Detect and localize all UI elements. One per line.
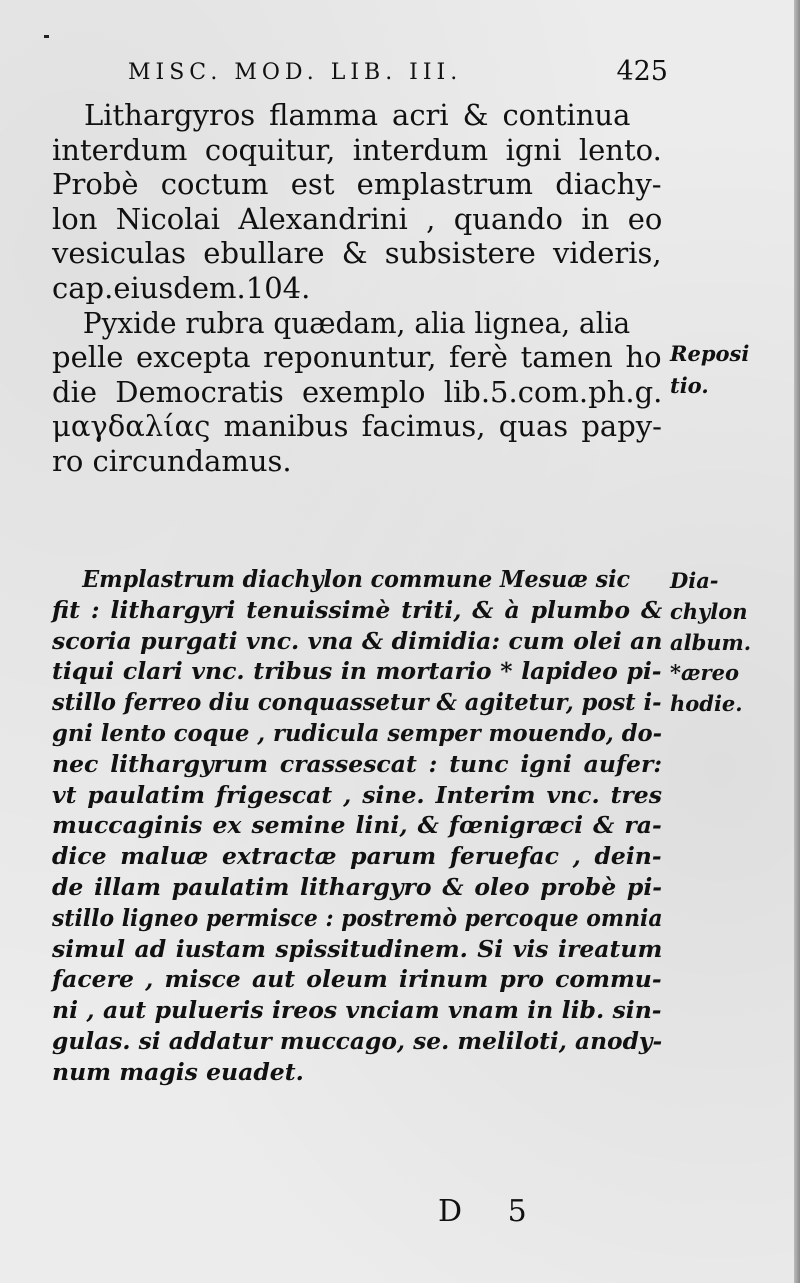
- text-line: tiqui clari vnc. tribus in mortario * lapideo pi-: [52, 657, 662, 686]
- margin-note-line: Reposi: [670, 341, 750, 366]
- page-mark: [44, 35, 49, 38]
- text-line: vesiculas ebullare & subsistere videris,: [52, 236, 662, 271]
- text-line: μαγδαλίας manibus facimus, quas papy-: [52, 409, 662, 444]
- text-line: scoria purgati vnc. vna & dimidia: cum olei an: [52, 626, 663, 655]
- text-line: stillo ferreo diu conquassetur & agitetur, post i-: [52, 688, 662, 717]
- text-line: ro circundamus.: [52, 443, 292, 478]
- text-line: facere , misce aut oleum irinum pro commu-: [52, 965, 662, 994]
- running-head: MISC. MOD. LIB. III.: [128, 60, 463, 85]
- text-line: Pyxide rubra quædam, alia lignea, alia: [82, 305, 631, 340]
- page-number: 425: [616, 56, 668, 87]
- text-line: Lithargyros flamma acri & continua: [84, 98, 631, 132]
- text-line: pelle excepta reponuntur, ferè tamen ho: [52, 340, 662, 375]
- text-line: simul ad iustam spissitudinem. Si vis ireatum: [52, 934, 663, 963]
- text-line: gni lento coque , rudicula semper mouendo, do-: [52, 718, 663, 747]
- margin-note-line: hodie.: [670, 691, 743, 717]
- text-line: nec lithargyrum crassescat : tunc igni aufer:: [52, 749, 663, 778]
- text-line: lon Nicolai Alexandrini , quando in eo: [52, 201, 663, 236]
- text-line: fit : lithargyri tenuissimè triti, & à plumbo &: [52, 595, 663, 624]
- text-line: vt paulatim frigescat , sine. Interim vnc. tres: [52, 780, 662, 809]
- margin-note-line: chylon: [670, 598, 748, 624]
- text-line: stillo ligneo permisce : postremò percoque omnia: [52, 903, 663, 932]
- margin-note-line: album.: [670, 629, 752, 655]
- body-text-italic: [52, 564, 662, 1088]
- margin-note-line: tio.: [670, 373, 709, 398]
- text-line: Emplastrum diachylon commune Mesuæ sic: [82, 565, 631, 593]
- signature-mark: D 5: [438, 1194, 545, 1229]
- page-header: [128, 56, 668, 90]
- text-line: de illam paulatim lithargyro & oleo probè pi-: [52, 872, 663, 901]
- text-line: cap.eiusdem.104.: [52, 270, 311, 305]
- text-line: die Democratis exemplo lib.5.com.ph.g.: [52, 374, 663, 409]
- margin-note-diachylon: [670, 566, 795, 720]
- text-line: ni , aut pulueris ireos vnciam vnam in lib. sin-: [52, 996, 662, 1025]
- text-line: interdum coquitur, interdum igni lento.: [52, 132, 662, 167]
- text-line: gulas. si addatur muccago, se. meliloti, anody-: [52, 1026, 663, 1055]
- text-line: num magis euadet.: [52, 1057, 304, 1086]
- margin-note-line: Dia-: [670, 568, 719, 593]
- body-text-roman: [52, 98, 662, 479]
- text-line: dice maluæ extractæ parum feruefac , dein-: [52, 842, 662, 871]
- margin-note-line: *æreo: [670, 660, 739, 686]
- text-line: muccaginis ex semine lini, & fœnigræci & ra-: [52, 811, 662, 840]
- text-line: Probè coctum est emplastrum diachy-: [52, 167, 662, 202]
- margin-note-repositio: [670, 338, 795, 402]
